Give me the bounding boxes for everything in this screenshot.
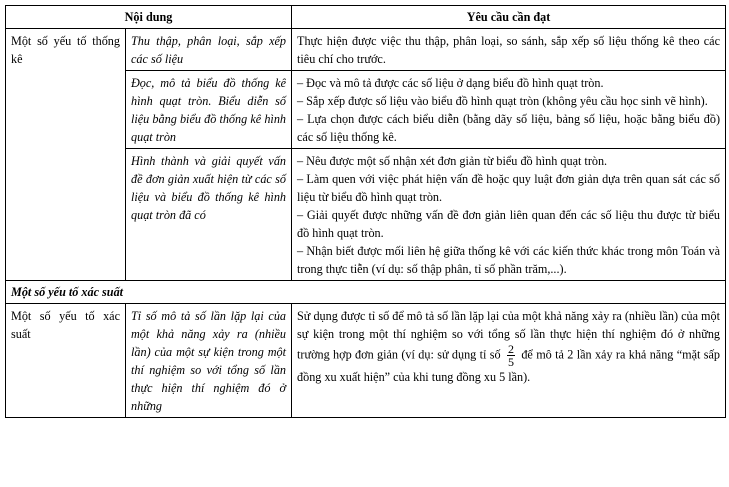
content-cell: Hình thành và giải quyết vấn đề đơn giản xuất hiện từ các số liệu và biểu đồ thống kê hình quạt tròn đã có [126, 149, 292, 281]
header-content: Nội dung [6, 6, 292, 29]
table-header-row [6, 6, 726, 29]
requirement-line: – Đọc và mô tả được các số liệu ở dạng biểu đồ hình quạt tròn. [297, 76, 604, 90]
fraction-numerator: 2 [507, 342, 514, 356]
fraction-denominator: 5 [507, 355, 514, 369]
requirement-line: – Nêu được một số nhận xét đơn giản từ biểu đồ hình quạt tròn. [297, 154, 608, 168]
requirement-line: – Giải quyết được những vấn đề đơn giản liên quan đến các số liệu thu được từ biểu đồ hình quạt tròn. [297, 208, 721, 240]
content-cell: Thu thập, phân loại, sắp xếp các số liệu [126, 29, 292, 71]
requirement-cell [292, 29, 726, 71]
requirement-cell [292, 304, 726, 418]
requirement-text: để mô tả 2 lần xảy ra khả năng “mặt sấp đồng xu xuất hiện” của khi tung đồng xu 5 lần). [297, 347, 721, 384]
requirement-line: – Nhận biết được mối liên hệ giữa thống kê với các kiến thức khác trong môn Toán và trong thực tiễn (ví dụ: số thập phân, tỉ số phần trăm,...). [297, 244, 721, 276]
requirement-line: – Lựa chọn được cách biểu diễn (bằng dãy số liệu, bảng số liệu, hoặc bằng biểu đồ) các số liệu thống kê. [297, 112, 721, 144]
table-row [6, 29, 726, 71]
requirement-line: – Sắp xếp được số liệu vào biểu đồ hình quạt tròn (không yêu cầu học sinh vẽ hình). [297, 94, 708, 108]
topic-probability: Một số yếu tố xác suất [6, 304, 126, 418]
section-title: Một số yếu tố xác suất [6, 281, 726, 304]
requirement-cell [292, 71, 726, 149]
content-cell: Đọc, mô tả biểu đồ thống kê hình quạt tròn. Biểu diễn số liệu bằng biểu đồ thống kê hình quạt tròn [126, 71, 292, 149]
requirement-line: Thực hiện được việc thu thập, phân loại, so sánh, sắp xếp số liệu thống kê theo các tiêu chí cho trước. [297, 34, 721, 66]
requirement-text: Sử dụng được tỉ số để mô tả số lần lặp lại của một khả năng xảy ra (nhiều lần) của một sự kiện trong một thí nghiệm so với tổng số lần thực hiện thí nghiệm đó ở những trường hợp đơn giản (ví dụ: sử dụng tỉ số [297, 309, 721, 362]
table-row [6, 304, 726, 418]
header-requirement: Yêu cầu cần đạt [292, 6, 726, 29]
requirement-line: – Làm quen với việc phát hiện vấn đề hoặc quy luật đơn giản dựa trên quan sát các số liệu từ biểu đồ hình quạt tròn. [297, 172, 721, 204]
topic-statistics: Một số yếu tố thống kê [6, 29, 126, 281]
requirement-cell [292, 149, 726, 281]
content-cell: Tỉ số mô tả số lần lặp lại của một khả năng xảy ra (nhiều lần) của một sự kiện trong một thí nghiệm so với tổng số lần thực hiện thí nghiệm đó ở những [126, 304, 292, 418]
curriculum-table [5, 5, 726, 418]
section-row [6, 281, 726, 304]
fraction [507, 343, 515, 368]
